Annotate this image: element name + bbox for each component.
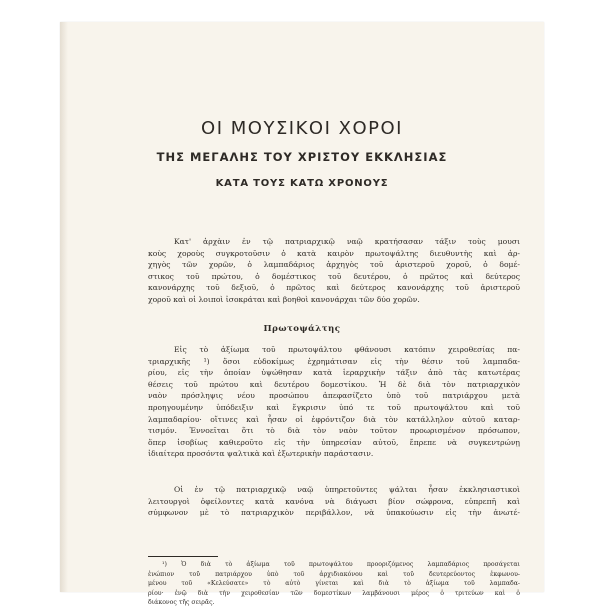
- text-line: χοροῦ καὶ οἱ λοιποὶ ἰσοκράται καὶ βοηθοὶ κανονάρχαι τῶν δύο χορῶν.: [148, 294, 420, 304]
- body-paragraph-1: [148, 344, 520, 460]
- text-line: τριαρχικῆς ¹) ὅσοι εὐδοκίμως ἐχρημάτισαν εἰς τὴν θέσιν τοῦ λαμπαδα-: [148, 356, 520, 366]
- text-line: χηγὸς τῶν χορῶν, ὁ λαμπαδάριος ἀρχηγὸς τοῦ ἀριστεροῦ χοροῦ, ὁ δομέ-: [148, 260, 520, 270]
- text-line: λαμπαδαρίου· οἵτινες καὶ ἦσαν οἱ ἐφρόντιζον διὰ τὸν κατάλληλον αὐτοῦ καταρ-: [148, 414, 520, 424]
- text-line: θέσεις τοῦ πρώτου καὶ δευτέρου δομεστίκου. Ἡ δὲ διὰ τὸν πατριαρχικὸν: [148, 379, 520, 389]
- text-line: λειτουργοὶ ὀφείλοντες κατὰ κανόνα νὰ διάγωσι βίον σώφρονα, εὐπρεπῆ καὶ: [148, 496, 520, 506]
- text-line: Κατ' ἀρχὰιν ἐν τῷ πατριαρχικῷ ναῷ κρατήσασαν τάξιν τοὺς μουσι: [174, 237, 520, 246]
- footnote-line: ρίου· ἐνῷ διὰ τὴν χειροθεσίαν τῶν δομεστίκων λαμβάνουσι μέρος ὁ τριτεύων καὶ ὁ: [148, 589, 520, 597]
- page-subtitle-secondary: ΚΑΤΑ ΤΟΥΣ ΚΑΤΩ ΧΡΟΝΟΥΣ: [215, 178, 389, 189]
- footnote-line: μένου τοῦ «Κελεύσατε» τὸ αὐτὸ γίνεται καὶ διὰ τὸ ἀξίωμα τοῦ λαμπαδα-: [148, 580, 520, 588]
- text-line: στικος τοῦ πρώτου, ὁ δομέστικος τοῦ δευτέρου, ὁ πρῶτος καὶ δεύτερος: [148, 271, 520, 281]
- footnote-line: ἐνώπιον τοῦ πατριάρχου ὑπὸ τοῦ ἀρχιδιακόνου καὶ τοῦ δευτερεύοντος ἐκφωνου-: [148, 570, 520, 578]
- text-line: ἰδιαίτερα προσόντα ψαλτικὰ καὶ ἐξωτερικὴν παράστασιν.: [148, 449, 374, 459]
- footnote-line: ¹) Ὁ διὰ τὸ ἀξίωμα τοῦ πρωτοψάλτου προοριζόμενος λαμπαδάριος προσάγεται: [162, 561, 520, 568]
- text-line: ρίου, εἰς τὴν ὁποίαν ὑψώθησαν κατὰ ἱεραρχικὴν τάξιν ἀπὸ τὰς κατωτέρας: [148, 368, 520, 378]
- text-line: σύμφωνον μὲ τὸ πατριαρχικὸν περιβάλλον, νὰ ὑπακούωσιν εἰς τὴν ἀνωτέ-: [148, 508, 520, 518]
- text-line: κοὺς χοροὺς συγκροτοῦσιν ὁ κατὰ καιρὸν πρωτοψάλτης διευθυντὴς καὶ ἀρ-: [148, 248, 520, 258]
- intro-paragraph: [148, 236, 520, 306]
- text-line: κανονάρχης τοῦ δεξιοῦ, ὁ πρῶτος καὶ δεύτερος κανονάρχης τοῦ ἀριστεροῦ: [148, 283, 520, 293]
- text-line: Οἱ ἐν τῷ πατριαρχικῷ ναῷ ὑπηρετοῦντες ψάλται ἦσαν ἐκκλησιαστικοὶ: [174, 485, 520, 494]
- page-subtitle: ΤΗΣ ΜΕΓΑΛΗΣ ΤΟΥ ΧΡΙΣΤΟΥ ΕΚΚΛΗΣΙΑΣ: [156, 150, 448, 164]
- text-line: τισμόν. Ἐννοεῖται ὅτι τὸ διὰ τὸν ναὸν τοῦτον προωρισμένον πρόσωπον,: [148, 426, 520, 436]
- footnote-line: διάκονος τῆς σειρᾶς.: [148, 599, 215, 607]
- section-heading: Πρωτοψάλτης: [263, 324, 341, 334]
- footnote-divider: [148, 556, 218, 557]
- text-line: Εἰς τὸ ἀξίωμα τοῦ πρωτοψάλτου φθάνουσι κατόπιν χειροθεσίας πα-: [174, 345, 520, 354]
- page-title: ΟΙ ΜΟΥΣΙΚΟΙ ΧΟΡΟΙ: [201, 118, 403, 139]
- text-line: ναὸν πρόσληψις νέου προσώπου ἀπεφασίζετο ὑπὸ τοῦ πατριάρχου μετὰ: [148, 391, 520, 401]
- body-paragraph-2: [148, 484, 520, 519]
- footnote: [148, 560, 520, 608]
- text-line: προηγουμένην ὑπόδειξιν καὶ ἔγκρισιν ὑπό τε τοῦ πρωτοψάλτου καὶ τοῦ: [148, 402, 520, 412]
- book-page: [60, 22, 544, 607]
- text-line: ὅπερ ἰσοβίως καθιεροῦτο εἰς τὴν ὑπηρεσίαν αὐτοῦ, ἔπρεπε νὰ συγκεντρώνῃ: [148, 437, 520, 447]
